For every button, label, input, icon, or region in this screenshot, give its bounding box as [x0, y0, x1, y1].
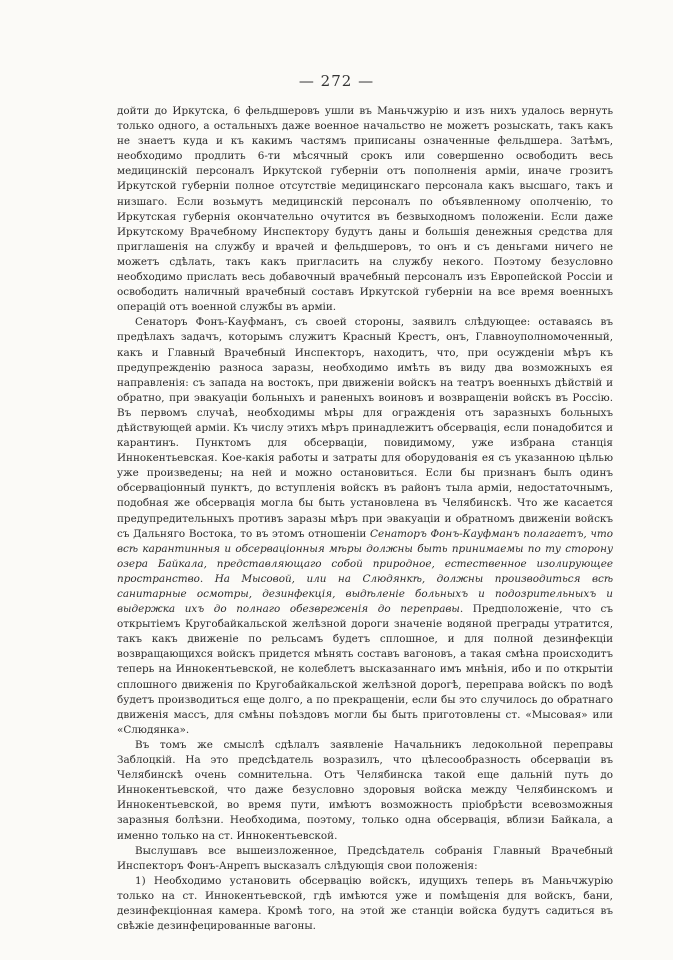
body-text [117, 104, 613, 934]
paragraph-3 [117, 738, 613, 844]
paragraph-2 [117, 315, 613, 738]
text-segment: Выслушавъ все вышеизложенное, Предсѣдатель собранія Главный Врачебный Инспекторъ Фонъ-Анрепъ высказалъ слѣдующія свои положенія: [117, 844, 613, 872]
text-segment: Сенаторъ Фонъ-Кауфманъ, съ своей стороны, заявилъ слѣдующее: оставаясь въ предѣлахъ задачъ, которымъ служитъ Красный Крестъ, онъ, Главноуполномоченный, какъ и Главный Врачебный Инспекторъ, находитъ, что, при осужденіи мѣръ къ предупрежденію разноса заразы, необходимо имѣть въ виду два возможныхъ ея направленія: съ запада на востокъ, при движеніи войскъ на театръ военныхъ дѣйствій и обратно, при эвакуаціи больныхъ и раненыхъ воиновъ и возвращеніи войскъ въ Россію. Въ первомъ случаѣ, необходимы мѣры для огражденія отъ заразныхъ больныхъ дѣйствующей арміи. Къ числу этихъ мѣръ принадлежитъ обсервація, если понадобится и карантинъ. Пунктомъ для обсерваціи, повидимому, уже избрана станція Иннокентьевская. Кое-какія работы и затраты для оборудованія ея съ указанною цѣлью уже произведены; на ней и можно остановиться. Если бы признанъ былъ одинъ обсерваціонный пунктъ, до вступленія войскъ въ районъ тыла арміи, недостаточнымъ, подобная же обсервація могла бы быть установлена въ Челябинскѣ. Что же касается предупредительныхъ противъ заразы мѣръ при эвакуаціи и обратномъ движеніи войскъ съ Дальняго Востока, то въ этомъ отношеніи [117, 316, 613, 540]
paragraph-4 [117, 844, 613, 874]
page-number: — 272 — [298, 72, 375, 90]
italic-text-segment: Сенаторъ Фонъ-Кауфманъ полагаетъ, что всѣ карантинныя и обсерваціонныя мѣры должны быть принимаемы по ту сторону озера Байкала, представляющаго собой природное, естественное изолирующее пространство. На Мысовой, или на Слюдянкѣ, должны производиться всѣ санитарные осмотры, дезинфекція, выдѣленіе больныхъ и подозрительныхъ и выдержка ихъ до полнаго обезвреженія до переправы. [117, 527, 613, 616]
paragraph-1 [117, 104, 613, 315]
text-segment: Въ томъ же смыслѣ сдѣлалъ заявленіе Начальникъ ледокольной переправы Заблоцкій. На это предсѣдатель возразилъ, что цѣлесообразность обсерваціи въ Челябинскѣ очень сомнительна. Отъ Челябинска такой еще дальній путь до Иннокентьевской, что даже безусловно здоровыя войска между Челябинскомъ и Иннокентьевской, во время пути, имѣютъ возможность пріобрѣсти всевозможныя заразныя болѣзни. Необходима, поэтому, только одна обсервація, вблизи Байкала, а именно только на ст. Иннокентьевской. [117, 738, 613, 842]
text-segment: 1) Необходимо установить обсервацію войскъ, идущихъ теперь въ Маньчжурію только на ст. Иннокентьевской, гдѣ имѣются уже и помѣщенія для войскъ, бани, дезинфекціонная камера. Кромѣ того, на этой же станціи войска будутъ садиться въ свѣжіе дезинфецированные вагоны. [117, 874, 613, 933]
text-segment: Предположеніе, что съ открытіемъ Кругобайкальской желѣзной дороги значеніе водяной преграды утратится, такъ какъ движеніе по рельсамъ будетъ сплошное, и для полной дезинфекціи возвращающихся войскъ придется мѣнять составъ вагоновъ, а такая смѣна происходитъ теперь на Иннокентьевской, не колеблетъ высказаннаго имъ мнѣнія, ибо и по открытіи сплошного движенія по Кругобайкальской желѣзной дорогѣ, переправа войскъ по водѣ будетъ производиться еще долго, а по прекращеніи, если бы это случилось до обратнаго движенія массъ, для смѣны поѣздовъ могли бы быть приготовлены ст. «Мысовая» или «Слюдянка». [117, 603, 613, 736]
text-segment: дойти до Иркутска, 6 фельдшеровъ ушли въ Маньчжурію и изъ нихъ удалось вернуть только одного, а остальныхъ даже военное начальство не можетъ розыскать, такъ какъ не знаетъ куда и къ какимъ частямъ приписаны означенные фельдшера. Затѣмъ, необходимо продлить 6-ти мѣсячный срокъ или совершенно освободить весь медицинскій персоналъ Иркутской губерніи отъ пополненія арміи, иначе грозитъ Иркутской губерніи полное отсутствіе медицинскаго персонала какъ высшаго, такъ и низшаго. Если возьмутъ медицинскій персоналъ по объявленному ополченію, то Иркутская губернія окончательно очутится въ безвыходномъ положеніи. Если даже Иркутскому Врачебному Инспектору будутъ даны и большія денежныя средства для приглашенія на службу и врачей и фельдшеровъ, то онъ и съ деньгами ничего не можетъ сдѣлать, такъ какъ пригласить на службу некого. Поэтому безусловно необходимо прислать весь добавочный врачебный персоналъ изъ Европейской Россіи и освободить наличный врачебный составъ Иркутской губерніи на все время военныхъ операцій отъ военной службы въ арміи. [117, 105, 613, 314]
paragraph-5 [117, 874, 613, 934]
